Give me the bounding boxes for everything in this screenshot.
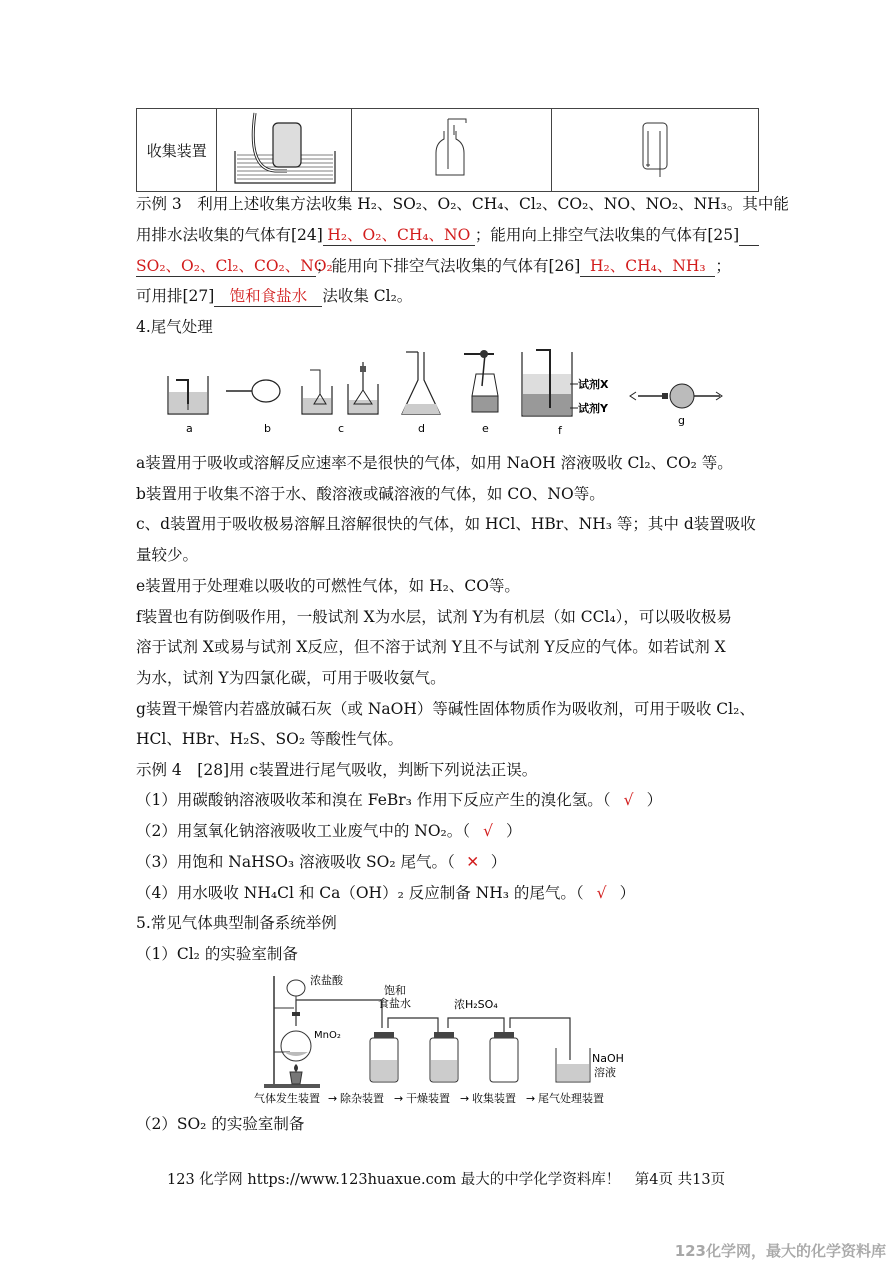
- table-label: 收集装置: [146, 141, 207, 160]
- tail-gas-figure: [160, 344, 740, 436]
- apparatus-flask: [402, 352, 440, 414]
- section5-sub2: （2）SO₂ 的实验室制备: [136, 1115, 305, 1133]
- example3-line2: [136, 225, 759, 246]
- example4-item-3-end: ）: [490, 853, 507, 871]
- example4-title: 示例 4 [28]用 c装置进行尾气吸收，判断下列说法正误。: [136, 761, 538, 779]
- example4-item-4-text: （4）用水吸收 NH₄Cl 和 Ca（OH）₂ 反应制备 NH₃ 的尾气。（: [136, 884, 584, 902]
- answer-25: SO₂、O₂、Cl₂、CO₂、NO₂: [136, 257, 333, 275]
- example3-q26-end: ；: [715, 257, 731, 275]
- apparatus-a: [168, 376, 208, 414]
- example3-line4: [136, 286, 412, 307]
- fig-label-d: d: [418, 422, 425, 435]
- label-brine-2: 食盐水: [378, 997, 411, 1010]
- section4-line-g1: g装置干燥管内若盛放碱石灰（或 NaOH）等碱性固体物质作为吸收剂，可用于吸收 Cl₂、: [136, 700, 755, 718]
- apparatus-e: [464, 350, 498, 412]
- label-brine-1: 饱和: [384, 984, 406, 997]
- example4-item-3: [136, 852, 506, 872]
- example3-q25-text: ；能用向上排空气法收集的气体有[25]: [474, 226, 740, 244]
- example3-line3: [136, 256, 731, 277]
- label-naoh-1: NaOH: [592, 1052, 624, 1065]
- flow-step-5: 尾气处理装置: [538, 1092, 604, 1105]
- section4-line-b: b装置用于收集不溶于水、酸溶液或碱溶液的气体，如 CO、NO等。: [136, 485, 605, 503]
- table-row-label-cell: [137, 109, 217, 192]
- watermark: 123化学网，最大的化学资料库: [674, 1242, 886, 1260]
- answer-mark-2: √: [483, 822, 493, 840]
- example4-item-3-text: （3）用饱和 NaHSO₃ 溶液吸收 SO₂ 尾气。（: [136, 853, 455, 871]
- example4-item-1-end: ）: [646, 791, 663, 809]
- section4-line-f2: 溶于试剂 X或易与试剂 X反应，但不溶于试剂 Y且不与试剂 Y反应的气体。如若试剂 X: [136, 638, 726, 656]
- example4-item-4-end: ）: [619, 884, 636, 902]
- section5-sub1: （1）Cl₂ 的实验室制备: [136, 945, 298, 963]
- section4-line-e: e装置用于处理难以吸收的可燃性气体，如 H₂、CO等。: [136, 577, 520, 595]
- apparatus-f: [522, 350, 609, 416]
- water-displacement-apparatus: [217, 109, 351, 187]
- flow-step-1: 气体发生装置: [254, 1092, 320, 1105]
- fig-label-f: f: [558, 424, 562, 436]
- fig-label-a: a: [186, 422, 193, 435]
- example4-item-4: [136, 883, 635, 903]
- flow-step-4: 收集装置: [472, 1092, 516, 1105]
- svg-text:→: →: [394, 1092, 404, 1105]
- example4-item-1: [136, 790, 662, 810]
- section4-line-cd: c、d装置用于吸收极易溶解且溶解很快的气体，如 HCl、HBr、NH₃ 等；其中 d装置吸收: [136, 515, 756, 533]
- fig-label-e: e: [482, 422, 489, 435]
- fig-label-c: c: [338, 422, 345, 435]
- answer-mark-4: √: [596, 884, 607, 902]
- section4-line-g2: HCl、HBr、H₂S、SO₂ 等酸性气体。: [136, 730, 403, 748]
- svg-text:→: →: [328, 1092, 338, 1105]
- upward-air-apparatus: [422, 109, 482, 187]
- section5-title: 5.常见气体典型制备系统举例: [136, 914, 337, 932]
- example3-q27-text: 可用排[27]: [136, 287, 215, 305]
- label-conc-hcl: 浓盐酸: [310, 974, 343, 987]
- fig-label-g: g: [678, 414, 685, 427]
- section4-title: 4.尾气处理: [136, 318, 213, 336]
- flow-step-3: 干燥装置: [406, 1092, 450, 1105]
- upward-air-cell: [352, 109, 552, 192]
- section4-line-a: a装置用于吸收或溶解反应速率不是很快的气体，如用 NaOH 溶液吸收 Cl₂、CO₂ 等。: [136, 454, 733, 472]
- apparatus-d: [348, 362, 378, 414]
- label-conc-h2so4: 浓H₂SO₄: [454, 998, 498, 1011]
- section4-line-f3: 为水，试剂 Y为四氯化碳，可用于吸收氨气。: [136, 669, 446, 687]
- example4-item-2: [136, 821, 522, 841]
- example4-item-2-text: （2）用氢氧化钠溶液吸收工业废气中的 NO₂。（: [136, 822, 471, 840]
- fig-label-b: b: [264, 422, 271, 435]
- answer-mark-3: ✕: [466, 853, 480, 871]
- flow-step-2: 除杂装置: [340, 1092, 384, 1105]
- water-displacement-cell: [217, 109, 352, 192]
- example4-item-1-text: （1）用碳酸钠溶液吸收苯和溴在 FeBr₃ 作用下反应产生的溴化氢。（: [136, 791, 611, 809]
- downward-air-cell: [552, 109, 759, 192]
- answer-27: 饱和食盐水: [214, 286, 322, 307]
- answer-mark-1: √: [623, 791, 634, 809]
- section4-line-cd-2: 量较少。: [136, 546, 199, 564]
- apparatus-b: [226, 380, 280, 402]
- apparatus-c: [302, 370, 332, 414]
- label-naoh-2: 溶液: [594, 1066, 616, 1079]
- example3-q24-text: 用排水法收集的气体有[24]: [136, 226, 323, 244]
- svg-text:→: →: [526, 1092, 536, 1105]
- answer-26: H₂、CH₄、NH₃: [580, 256, 715, 277]
- collection-table: [136, 108, 759, 192]
- label-mno2: MnO₂: [314, 1030, 341, 1041]
- svg-text:→: →: [460, 1092, 470, 1105]
- cl2-apparatus-figure: [250, 968, 650, 1110]
- reagent-y-label: 试剂Y: [578, 402, 608, 415]
- answer-24: H₂、O₂、CH₄、NO: [323, 225, 475, 246]
- apparatus-g: [630, 384, 722, 408]
- example4-item-2-end: ）: [506, 822, 522, 840]
- page-footer: 123 化学网 https://www.123huaxue.com 最大的中学化学资料库！ 第4页 共13页: [167, 1172, 726, 1188]
- section4-line-f1: f装置也有防倒吸作用，一般试剂 X为水层，试剂 Y为有机层（如 CCl₄），可以吸收极易: [136, 608, 732, 626]
- downward-air-apparatus: [630, 109, 680, 187]
- example3-q27-end: 法收集 Cl₂。: [322, 287, 413, 305]
- example3-q26-text: ；能用向下排空气法收集的气体有[26]: [316, 257, 581, 275]
- example3-line1: 示例 3 利用上述收集方法收集 H₂、SO₂、O₂、CH₄、Cl₂、CO₂、NO、NO₂、NH₃。其中能: [136, 195, 789, 213]
- reagent-x-label: 试剂X: [578, 378, 609, 391]
